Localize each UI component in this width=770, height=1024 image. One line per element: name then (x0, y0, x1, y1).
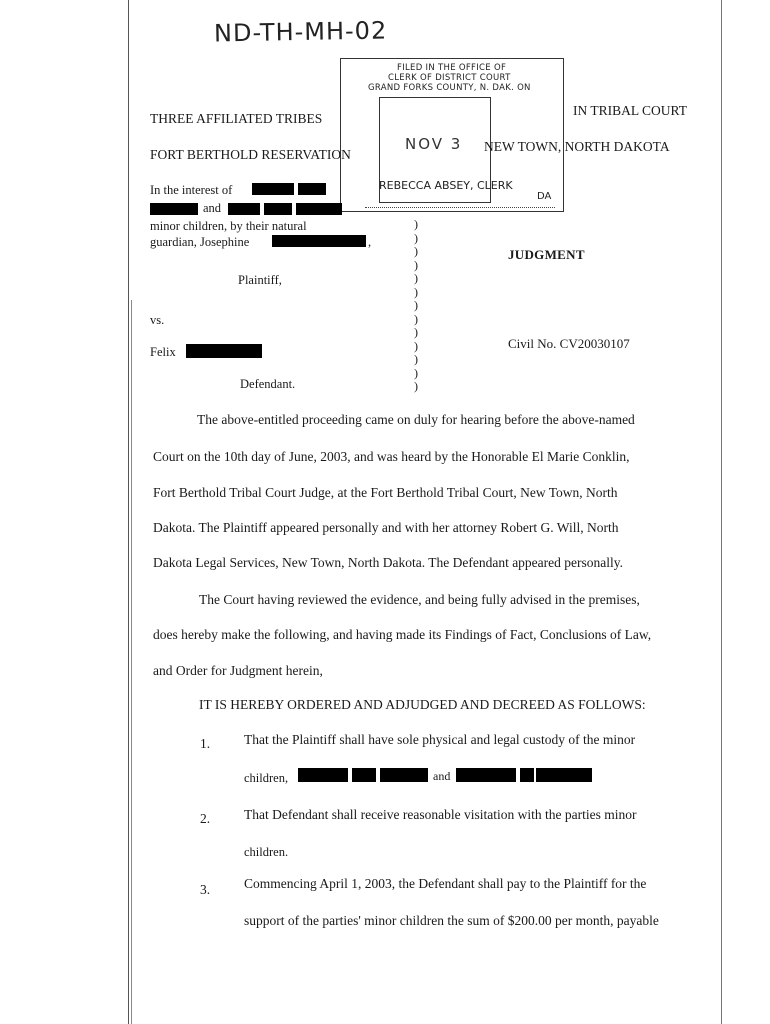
para1-line1: The above-entitled proceeding came on duly for hearing before the above-named (197, 412, 635, 427)
interest-line-3: minor children, by their natural (150, 219, 307, 233)
redaction (228, 203, 260, 215)
defendant-label: Defendant. (240, 377, 296, 391)
redaction (380, 768, 428, 782)
interest-line-1 (150, 184, 232, 197)
judgment-title: JUDGMENT (508, 247, 585, 262)
plaintiff-label: Plaintiff, (238, 273, 282, 287)
redaction (298, 768, 348, 782)
defendant-name: Felix (150, 345, 176, 359)
item-2-line1: That Defendant shall receive reasonable visitation with the parties minor (244, 807, 637, 822)
left-margin-line (128, 0, 129, 1024)
item-2-line2: children. (244, 845, 289, 859)
item-3-number: 3. (200, 882, 211, 897)
item-1-and: and (433, 769, 451, 783)
item-3-line2: support of the parties' minor children the sum of $200.00 per month, payable (244, 913, 659, 928)
item-3-line1: Commencing April 1, 2003, the Defendant shall pay to the Plaintiff for the (244, 876, 647, 891)
left-margin-line-inner (131, 300, 132, 1024)
para1-line3: Fort Berthold Tribal Court Judge, at the Fort Berthold Tribal Court, New Town, North (153, 485, 618, 500)
caption-reservation: FORT BERTHOLD RESERVATION (150, 147, 351, 162)
redaction (272, 235, 366, 247)
redaction (298, 183, 326, 195)
para2-line3: and Order for Judgment herein, (153, 663, 323, 678)
ordered-heading: IT IS HEREBY ORDERED AND ADJUDGED AND DECREED AS FOLLOWS: (199, 697, 646, 712)
item-2-number: 2. (200, 811, 211, 826)
stamp-dotted-line (365, 207, 555, 208)
filing-stamp (340, 58, 564, 212)
item-1-number: 1. (200, 736, 211, 751)
right-margin-line (721, 0, 722, 1024)
stamp-date: NOV 3 (405, 135, 463, 153)
stamp-line-1: FILED IN THE OFFICE OF (397, 63, 507, 73)
redaction (352, 768, 376, 782)
item-1-line1: That the Plaintiff shall have sole physical and legal custody of the minor (244, 732, 636, 747)
stamp-clerk: REBECCA ABSEY, CLERK (379, 179, 513, 192)
para2-line2: does hereby make the following, and having made its Findings of Fact, Conclusions of Law, (153, 627, 652, 642)
redaction (264, 203, 292, 215)
versus-label: vs. (150, 313, 165, 327)
redaction (456, 768, 516, 782)
para1-line2: Court on the 10th day of June, 2003, and was heard by the Honorable El Marie Conklin, (153, 449, 630, 464)
redaction (150, 203, 198, 215)
caption-court: IN TRIBAL COURT (573, 103, 687, 118)
stamp-initials: DA (537, 191, 552, 202)
para1-line4: Dakota. The Plaintiff appeared personally and with her attorney Robert G. Will, North (153, 520, 619, 535)
civil-number: Civil No. CV20030107 (508, 336, 630, 351)
interest-line-2: and (203, 201, 222, 215)
handwritten-document-id: ND-TH-MH-02 (213, 16, 388, 48)
redaction (520, 768, 534, 782)
interest-text-1: In the interest of (150, 183, 233, 197)
redaction (536, 768, 592, 782)
para1-line5: Dakota Legal Services, New Town, North Dakota. The Defendant appeared personally. (153, 555, 624, 570)
caption-tribe: THREE AFFILIATED TRIBES (150, 111, 323, 126)
interest-line-4: guardian, Josephine (150, 235, 250, 249)
redaction (186, 344, 262, 358)
redaction (252, 183, 294, 195)
caption-brackets: ) ) ) ) ) ) ) ) ) ) ) ) ) (414, 217, 418, 393)
item-1-line2: children, (244, 771, 289, 785)
caption-location: NEW TOWN, NORTH DAKOTA (484, 139, 670, 154)
redaction (296, 203, 342, 215)
interest-line-4-end: , (368, 235, 372, 249)
stamp-line-3: GRAND FORKS COUNTY, N. DAK. ON (368, 83, 531, 93)
stamp-line-2: CLERK OF DISTRICT COURT (388, 73, 511, 83)
para2-line1: The Court having reviewed the evidence, and being fully advised in the premises, (199, 592, 640, 607)
